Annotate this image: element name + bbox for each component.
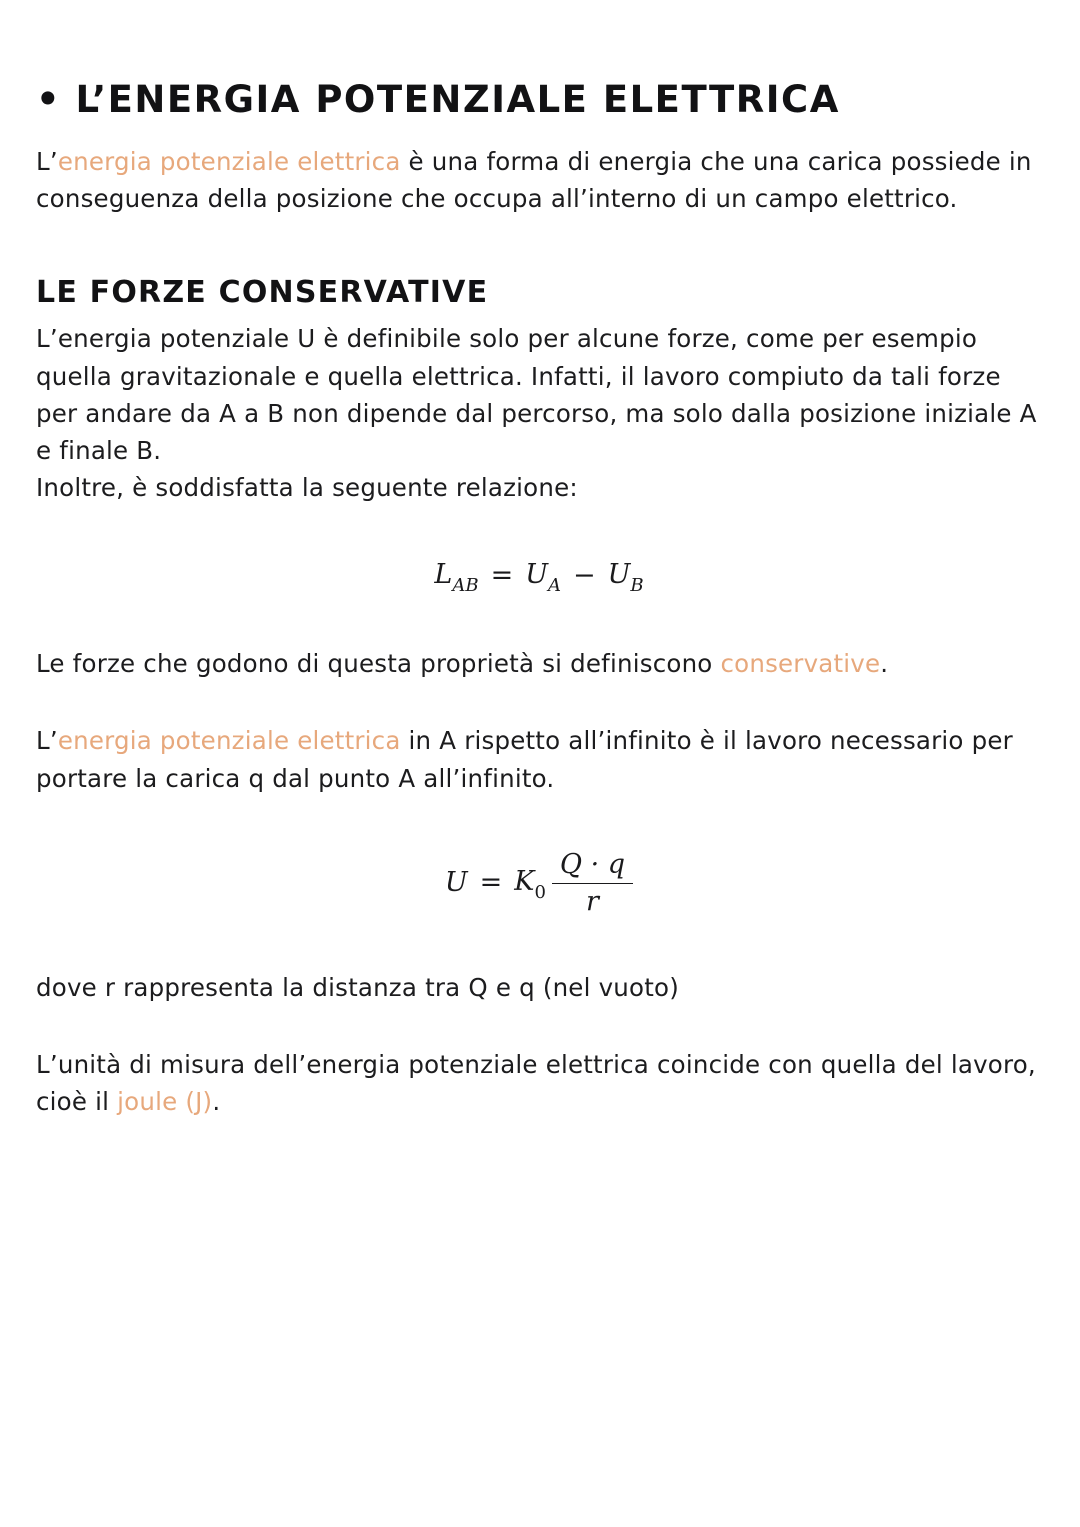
formula-potential-energy [36, 849, 1042, 917]
accent-text: conservative [720, 649, 881, 679]
spacer [36, 682, 1042, 722]
body-text: L’unità di misura dell’energia potenziale elettrica coincide con quella del lavoro, cioè il [36, 1050, 1036, 1117]
formula-term: $K_0$ [514, 865, 546, 903]
body-text: • L’ENERGIA POTENZIALE ELETTRICA [36, 78, 840, 121]
intro-paragraph [36, 143, 1042, 217]
body-text: Le forze che godono di questa proprietà si definiscono [36, 649, 721, 679]
accent-text: joule [117, 1087, 178, 1117]
accent-text: energia potenziale elettrica [57, 147, 401, 176]
unit-paragraph [36, 1046, 1042, 1120]
conservative-paragraph-2 [36, 469, 1042, 506]
body-text: L’ [36, 147, 58, 176]
fraction [552, 849, 633, 917]
body-text: è una forma di energia che una carica possiede in conseguenza della posizione che occupa all’interno di un campo elettrico. [36, 147, 1032, 214]
formula-term: $U_B$ [607, 558, 644, 597]
formula-term: U [444, 867, 468, 899]
conservative-paragraph-1 [36, 320, 1042, 469]
spacer [36, 1006, 1042, 1046]
body-text: L’energia potenziale U è definibile solo per alcune forze, come per esempio quella gravitazionale e quella elettrica. Infatti, il lavoro compiuto da tali forze per andare da A a B non dipende dal percorso, ma solo dalla posizione iniziale A e finale B. [36, 324, 1037, 466]
minus-sign: − [572, 560, 596, 592]
conservative-paragraph-3 [36, 645, 1042, 682]
accent-text: (J) [185, 1087, 213, 1117]
spacer [36, 217, 1042, 275]
body-text: . [880, 649, 889, 679]
formula-term: $L_{AB}$ [434, 558, 479, 597]
page-title [36, 78, 1042, 121]
section-heading-forze-conservative: LE FORZE CONSERVATIVE [36, 275, 489, 311]
body-text: dove r rappresenta la distanza tra Q e q (nel vuoto) [36, 972, 679, 1002]
equals-sign: = [490, 560, 514, 592]
definition-paragraph [36, 722, 1042, 796]
body-text: in A rispetto all’infinito è il lavoro necessario per portare la carica q dal punto A all’infinito. [36, 726, 1013, 793]
distance-paragraph [36, 969, 1042, 1006]
equals-sign: = [479, 867, 503, 899]
body-text: Inoltre, è soddisfatta la seguente relazione: [36, 473, 578, 503]
fraction-denominator: r [586, 885, 599, 917]
accent-text: energia potenziale elettrica [57, 726, 401, 756]
body-text: . [212, 1087, 221, 1117]
formula-work-potential-relation [36, 558, 1042, 597]
fraction-numerator: Q · q [552, 849, 633, 884]
body-text: L’ [36, 726, 58, 756]
formula-term: $U_A$ [525, 558, 561, 597]
